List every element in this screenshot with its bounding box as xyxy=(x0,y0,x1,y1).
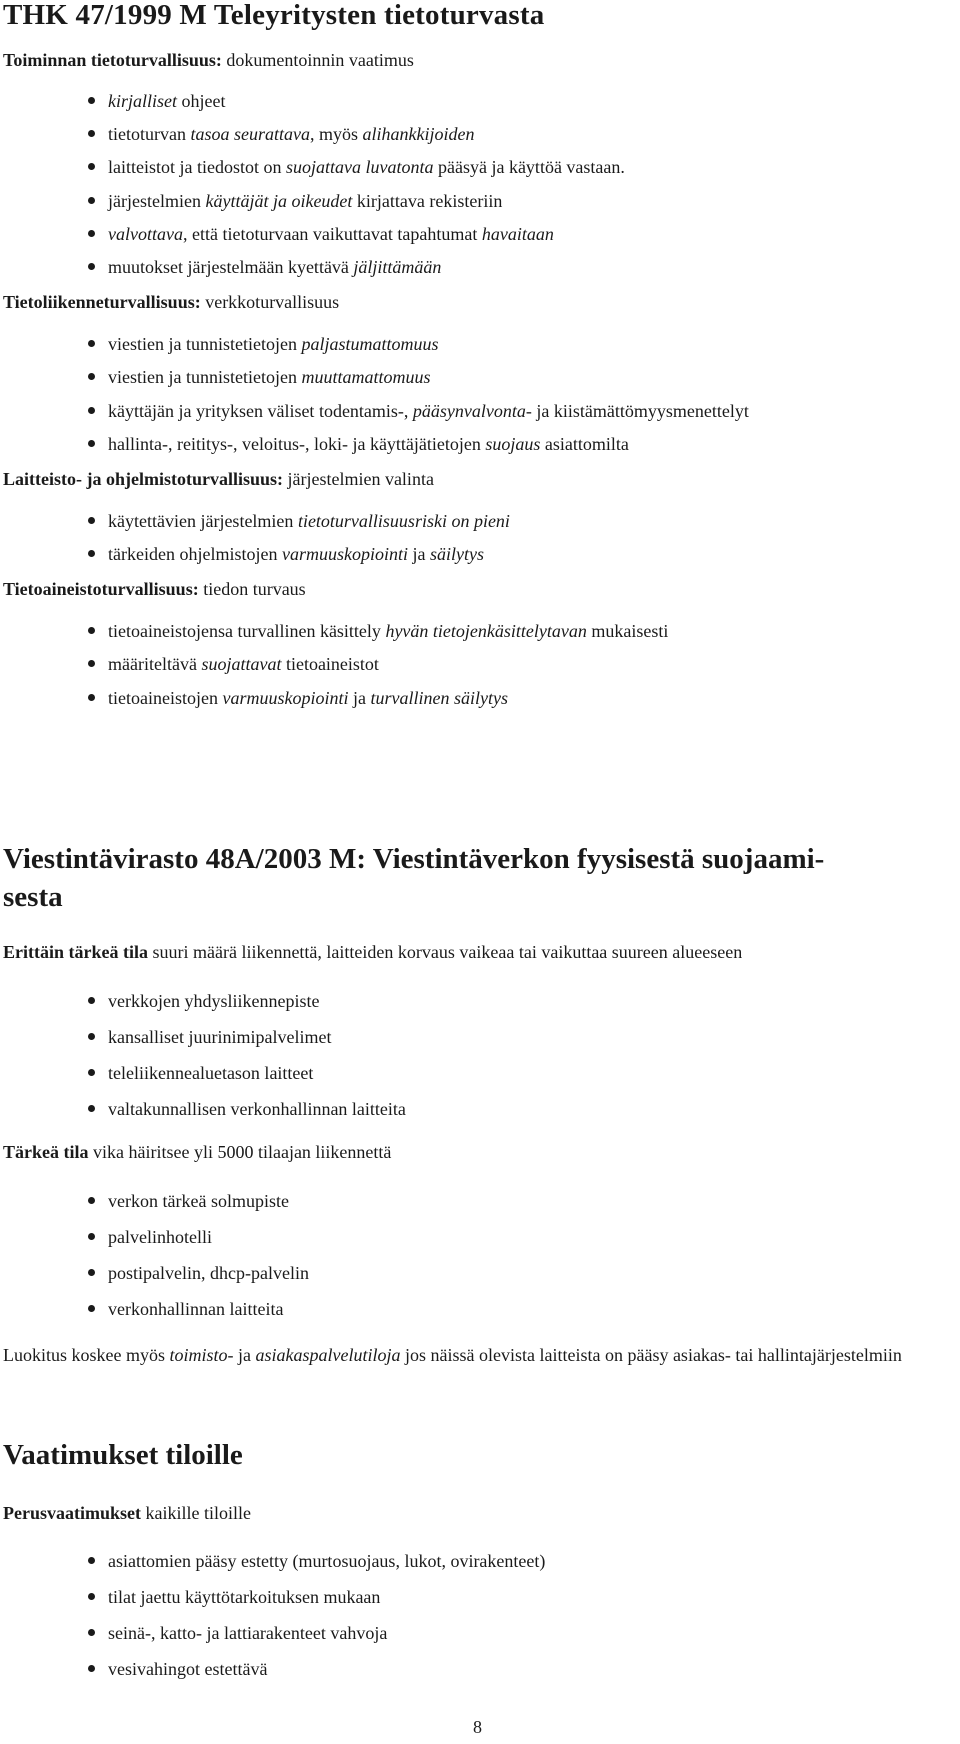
list-item: seinä-, katto- ja lattiarakenteet vahvoja xyxy=(108,1623,388,1643)
section-tietoliikenne xyxy=(3,289,339,315)
section-subtitle: vika häiritsee yli 5000 tilaajan liikennettä xyxy=(88,1142,392,1162)
bullet-icon xyxy=(88,1593,95,1600)
section-perusvaatimukset xyxy=(3,1500,251,1526)
list-item: kirjalliset ohjeet xyxy=(108,91,226,111)
list-item: valtakunnallisen verkonhallinnan laitteita xyxy=(108,1099,406,1119)
list-item: postipalvelin, dhcp-palvelin xyxy=(108,1263,309,1283)
bullet-icon xyxy=(88,440,95,447)
list-item: valvottava, että tietoturvaan vaikuttavat tapahtumat havaitaan xyxy=(108,224,554,244)
section-heading: Toiminnan tietoturvallisuus: xyxy=(3,50,222,70)
bullet-icon xyxy=(88,550,95,557)
bullet-icon xyxy=(88,373,95,380)
title-vaatimukset: Vaatimukset tiloille xyxy=(3,1439,243,1471)
section-heading: Tietoaineistoturvallisuus: xyxy=(3,579,199,599)
bullet-icon xyxy=(88,1557,95,1564)
section-laitteisto xyxy=(3,466,434,492)
list-item: viestien ja tunnistetietojen paljastumattomuus xyxy=(108,334,439,354)
list-item: verkon tärkeä solmupiste xyxy=(108,1191,289,1211)
list-item: verkkojen yhdysliikennepiste xyxy=(108,991,320,1011)
list-item: käytettävien järjestelmien tietoturvallisuusriski on pieni xyxy=(108,511,510,531)
section-heading: Tärkeä tila xyxy=(3,1142,89,1162)
bullet-icon xyxy=(88,263,95,270)
list-item: tilat jaettu käyttötarkoituksen mukaan xyxy=(108,1587,381,1607)
list-item: teleliikennealuetason laitteet xyxy=(108,1063,314,1083)
bullet-icon xyxy=(88,627,95,634)
page-number: 8 xyxy=(473,1717,482,1737)
bullet-icon xyxy=(88,407,95,414)
bullet-icon xyxy=(88,230,95,237)
bullet-icon xyxy=(88,1629,95,1636)
luokitus-paragraph: Luokitus koskee myös toimisto- ja asiakaspalvelutiloja jos näissä olevista laitteista on pääsy asiakas- tai hallintajärjestelmiin xyxy=(3,1345,902,1365)
bullet-icon xyxy=(88,1197,95,1204)
list-item: viestien ja tunnistetietojen muuttamattomuus xyxy=(108,367,431,387)
bullet-icon xyxy=(88,1033,95,1040)
section-subtitle: verkkoturvallisuus xyxy=(200,292,340,312)
list-item: laitteistot ja tiedostot on suojattava luvatonta pääsyä ja käyttöä vastaan. xyxy=(108,157,625,177)
section-tietoaineisto xyxy=(3,576,306,602)
bullet-icon xyxy=(88,1069,95,1076)
section-tarkea-tila xyxy=(3,1139,391,1165)
section-heading: Laitteisto- ja ohjelmistoturvallisuus: xyxy=(3,469,283,489)
list-item: muutokset järjestelmään kyettävä jäljittämään xyxy=(108,257,442,277)
bullet-icon xyxy=(88,660,95,667)
title-thk: THK 47/1999 M Teleyritysten tietoturvasta xyxy=(3,0,545,31)
bullet-icon xyxy=(88,1105,95,1112)
list-item: tietoaineistojen varmuuskopiointi ja turvallinen säilytys xyxy=(108,688,508,708)
bullet-icon xyxy=(88,1305,95,1312)
section-heading: Tietoliikenneturvallisuus: xyxy=(3,292,201,312)
section-heading: Erittäin tärkeä tila xyxy=(3,942,148,962)
section-subtitle: kaikille tiloille xyxy=(141,1503,251,1523)
list-item: tietoturvan tasoa seurattava, myös alihankkijoiden xyxy=(108,124,475,144)
bullet-icon xyxy=(88,97,95,104)
section-subtitle: suuri määrä liikennettä, laitteiden korvaus vaikeaa tai vaikuttaa suureen alueeseen xyxy=(147,942,743,962)
section-subtitle: järjestelmien valinta xyxy=(282,469,434,489)
section-subtitle: tiedon turvaus xyxy=(198,579,306,599)
title-viestintavirasto: Viestintävirasto 48A/2003 M: Viestintäverkon fyysisestä suojaami- xyxy=(3,843,825,875)
list-item: tärkeiden ohjelmistojen varmuuskopiointi ja säilytys xyxy=(108,544,484,564)
list-item: määriteltävä suojattavat tietoaineistot xyxy=(108,654,379,674)
bullet-icon xyxy=(88,197,95,204)
section-subtitle: dokumentoinnin vaatimus xyxy=(221,50,414,70)
list-item: verkonhallinnan laitteita xyxy=(108,1299,284,1319)
list-item: kansalliset juurinimipalvelimet xyxy=(108,1027,332,1047)
bullet-icon xyxy=(88,1269,95,1276)
bullet-icon xyxy=(88,163,95,170)
list-item: palvelinhotelli xyxy=(108,1227,212,1247)
list-item: tietoaineistojensa turvallinen käsittely hyvän tietojenkäsittelytavan mukaisesti xyxy=(108,621,669,641)
bullet-icon xyxy=(88,1665,95,1672)
bullet-icon xyxy=(88,517,95,524)
list-item: asiattomien pääsy estetty (murtosuojaus, lukot, ovirakenteet) xyxy=(108,1551,546,1571)
bullet-icon xyxy=(88,694,95,701)
list-item: järjestelmien käyttäjät ja oikeudet kirjattava rekisteriin xyxy=(108,191,503,211)
bullet-icon xyxy=(88,997,95,1004)
bullet-icon xyxy=(88,340,95,347)
bullet-icon xyxy=(88,1233,95,1240)
list-item: vesivahingot estettävä xyxy=(108,1659,268,1679)
section-erittain-tarkea-tila xyxy=(3,939,742,965)
list-item: käyttäjän ja yrityksen väliset todentamis-, pääsynvalvonta- ja kiistämättömyysmenettelyt xyxy=(108,401,749,421)
section-heading: Perusvaatimukset xyxy=(3,1503,141,1523)
list-item: hallinta-, reititys-, veloitus-, loki- ja käyttäjätietojen suojaus asiattomilta xyxy=(108,434,629,454)
section-toiminnan xyxy=(3,47,414,73)
title-viestintavirasto-continued: sesta xyxy=(3,881,63,913)
bullet-icon xyxy=(88,130,95,137)
